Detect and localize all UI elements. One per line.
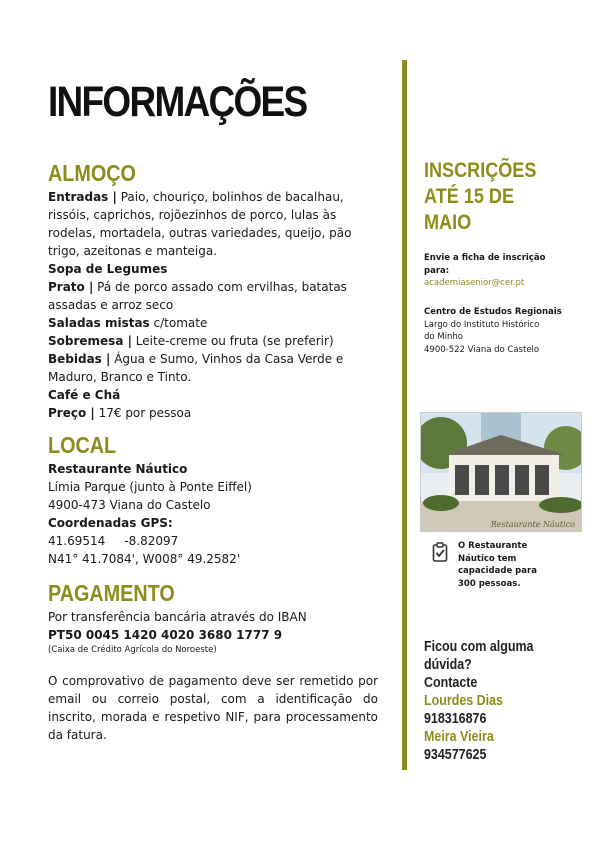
clipboard-check-icon	[432, 542, 448, 562]
contact-phone[interactable]: 918316876	[424, 711, 487, 727]
capacity-line: 300 pessoas.	[458, 578, 521, 589]
payment-line: Por transferência bancária através do IBAN	[48, 610, 307, 624]
capacity-line: Náutico tem	[458, 553, 517, 564]
iban: PT50 0045 1420 4020 3680 1777 9	[48, 628, 283, 642]
restaurant-photo	[420, 412, 582, 532]
pagamento-heading: PAGAMENTO	[48, 580, 175, 606]
capacity-note	[458, 540, 568, 590]
local-heading: LOCAL	[48, 432, 117, 458]
gps-label: Coordenadas GPS:	[48, 516, 173, 530]
contact-question: Ficou com alguma	[424, 639, 534, 655]
address-line: Límia Parque (junto à Ponte Eiffel)	[48, 480, 252, 494]
org-address	[424, 306, 562, 356]
menu-item-entradas: Entradas | Paio, chouriço, bolinhos de bacalhau, rissóis, caprichos, rojõezinhos de porco, lulas às rodelas, mortadela, outras variedades, queijo, pão trigo, azeitonas e manteiga.	[48, 190, 352, 258]
capacity-line: capacidade para	[458, 566, 537, 576]
menu-item-sobremesa: Sobremesa | Leite-creme ou fruta (se preferir)	[48, 334, 334, 348]
address-line: 4900-473 Viana do Castelo	[48, 498, 211, 512]
left-column	[48, 160, 378, 744]
vertical-divider	[402, 60, 407, 770]
org-address-line: 4900-522 Viana do Castelo	[424, 344, 540, 355]
inscricoes-heading-line: MAIO	[424, 211, 472, 234]
capacity-line: O Restaurante	[458, 541, 528, 551]
inscricoes-heading-line: ATÉ 15 DE	[424, 185, 515, 208]
photo-caption: Restaurante Náutico	[490, 520, 575, 529]
contact-label: Contacte	[424, 675, 478, 691]
gps-decimal: 41.69514 -8.82097	[48, 534, 179, 548]
pagamento-block	[48, 608, 378, 744]
contact-name: Meira Vieira	[424, 729, 494, 745]
org-address-line: Largo do Instituto Histórico	[424, 319, 540, 330]
contact-name: Lourdes Dias	[424, 693, 503, 709]
send-line: Envie a ficha de inscrição	[424, 253, 546, 263]
payment-paragraph: O comprovativo de pagamento deve ser remetido por email ou correio postal, com a identificação do inscrito, morada e respetivo NIF, para processamento da fatura.	[48, 674, 378, 742]
restaurant-photo-illustration	[421, 413, 582, 532]
menu-item-prato: Prato | Pá de porco assado com ervilhas, batatas assadas e arroz seco	[48, 280, 347, 312]
contact-question: dúvida?	[424, 657, 472, 673]
send-line: para:	[424, 265, 450, 276]
local-block	[48, 460, 378, 568]
menu-item-preco: Preço | 17€ por pessoa	[48, 406, 192, 420]
menu-item-saladas: Saladas mistas c/tomate	[48, 316, 208, 330]
gps-dms: N41° 41.7084', W008° 49.2582'	[48, 552, 241, 566]
bank-name: (Caixa de Crédito Agrícola do Noroeste)	[48, 645, 217, 655]
org-address-line: do Minho	[424, 332, 463, 342]
page-title: INFORMAÇÕES	[48, 78, 307, 126]
menu-item-sopa: Sopa de Legumes	[48, 262, 168, 276]
send-instructions	[424, 252, 545, 290]
almoco-menu	[48, 188, 378, 422]
inscricoes-heading-line: INSCRIÇÕES	[424, 159, 537, 182]
menu-item-bebidas: Bebidas | Água e Sumo, Vinhos da Casa Verde e Maduro, Branco e Tinto.	[48, 352, 344, 384]
inscricoes-heading	[424, 158, 562, 236]
org-name: Centro de Estudos Regionais	[424, 307, 562, 317]
contact-phone[interactable]: 934577625	[424, 747, 487, 763]
restaurant-name: Restaurante Náutico	[48, 462, 188, 476]
almoco-heading: ALMOÇO	[48, 160, 136, 186]
menu-item-cafe: Café e Chá	[48, 388, 121, 402]
email-link[interactable]: academiasenior@cer.pt	[424, 278, 525, 288]
contact-block	[424, 638, 544, 764]
